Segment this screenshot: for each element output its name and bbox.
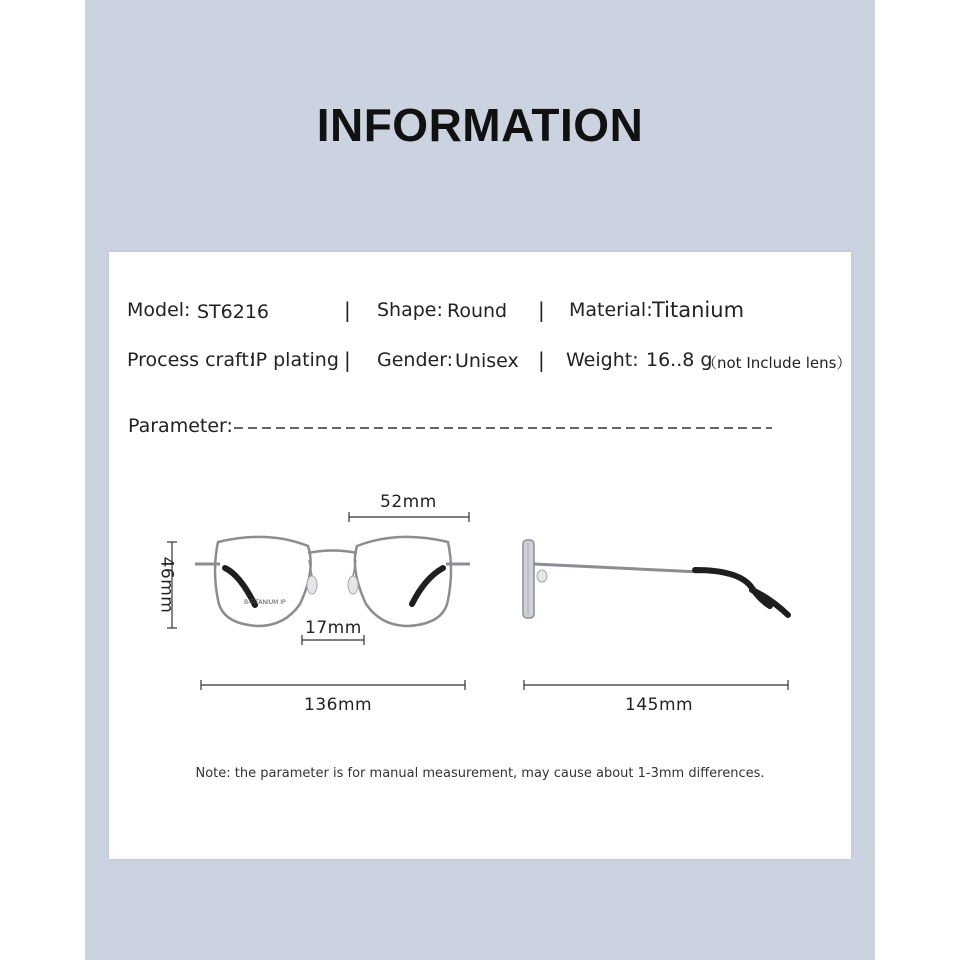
weight-note: （not Include lens） [702, 354, 852, 372]
shape-label: Shape: [377, 299, 443, 321]
separator: | [344, 298, 351, 322]
parameter-label: Parameter: [128, 415, 233, 437]
left-lens-rim [215, 537, 311, 626]
lens-width-label: 52mm [380, 492, 437, 512]
frame-width-measure [201, 680, 465, 690]
right-temple-tip [412, 568, 443, 604]
bridge [308, 551, 357, 554]
left-nose-pad [307, 576, 317, 594]
temple-bar [534, 564, 700, 572]
weight-value: 16..8 g [646, 349, 713, 371]
model-label: Model: [127, 299, 191, 321]
right-lens-rim [355, 537, 451, 626]
gender-label: Gender: [377, 349, 454, 371]
page-title: INFORMATION [316, 99, 644, 151]
temple-tip [695, 570, 770, 606]
separator: | [344, 348, 351, 372]
craft-label: Process craft: [127, 349, 256, 371]
temple-length-label: 145mm [625, 695, 694, 715]
side-nose-pad [537, 570, 547, 582]
weight-label: Weight: [566, 349, 639, 371]
gender-value: Unisex [455, 350, 519, 372]
glasses-side-view [523, 540, 788, 618]
shape-value: Round [447, 300, 508, 322]
model-value: ST6216 [197, 301, 270, 323]
lens-height-label: 46mm [156, 556, 177, 614]
temple-imprint: B-TITANIUM IP [244, 599, 286, 606]
material-label: Material: [569, 299, 653, 321]
glasses-front-view [195, 537, 470, 626]
bridge-label: 17mm [305, 618, 362, 638]
lens-width-measure [349, 512, 469, 522]
temple-length-measure [524, 680, 788, 690]
frame-width-label: 136mm [304, 695, 373, 715]
craft-value: IP plating [250, 349, 339, 371]
right-nose-pad [348, 576, 358, 594]
separator: | [538, 298, 545, 322]
measurement-note: Note: the parameter is for manual measurement, may cause about 1-3mm differences. [195, 766, 765, 781]
separator: | [538, 348, 545, 372]
material-value: Titanium [652, 298, 745, 322]
